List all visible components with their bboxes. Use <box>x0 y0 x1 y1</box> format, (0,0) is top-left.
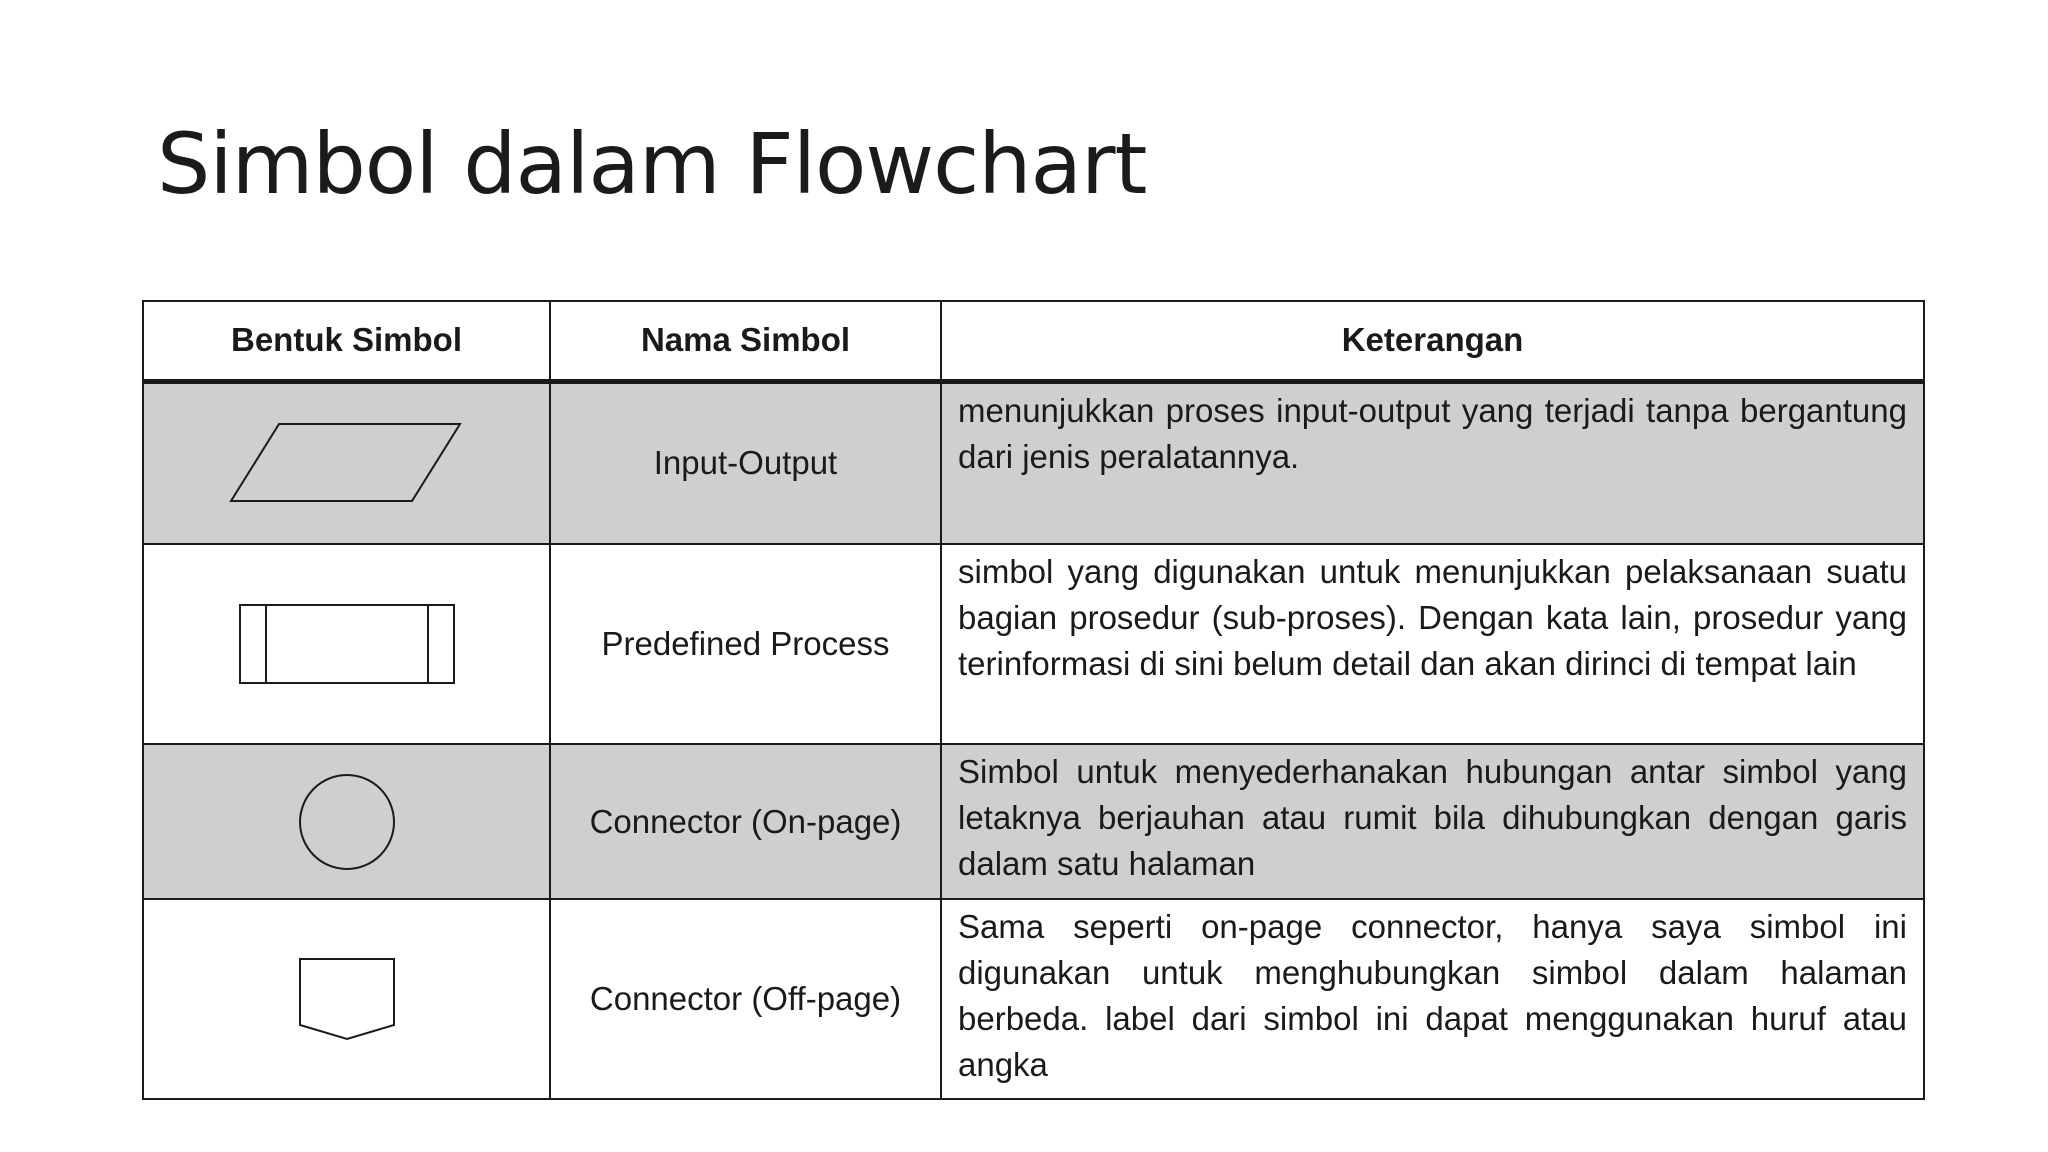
symbol-description: menunjukkan proses input-output yang terjadi tanpa bergantung dari jenis peralatannya. <box>941 381 1924 544</box>
parallelogram-icon <box>227 421 467 505</box>
flowchart-symbols-table <box>142 300 1925 1100</box>
table-row <box>143 744 1924 899</box>
symbol-name: Input-Output <box>550 381 941 544</box>
symbol-description: Sama seperti on-page connector, hanya saya simbol ini digunakan untuk menghubungkan simbol dalam halaman berbeda. label dari simbol ini dapat menggunakan huruf atau angka <box>941 899 1924 1099</box>
shape-cell <box>143 381 550 544</box>
symbol-name: Connector (On-page) <box>550 744 941 899</box>
column-header-description: Keterangan <box>941 301 1924 381</box>
column-header-name: Nama Simbol <box>550 301 941 381</box>
page-title: Simbol dalam Flowchart <box>157 115 1147 213</box>
table-header-row <box>143 301 1924 381</box>
shape-cell <box>143 544 550 744</box>
predefined-process-icon <box>238 603 456 685</box>
table-row <box>143 381 1924 544</box>
column-header-shape: Bentuk Simbol <box>143 301 550 381</box>
shape-cell <box>143 744 550 899</box>
symbol-name: Predefined Process <box>550 544 941 744</box>
off-page-connector-icon <box>298 957 396 1041</box>
symbol-description: Simbol untuk menyederhanakan hubungan antar simbol yang letaknya berjauhan atau rumit bila dihubungkan dengan garis dalam satu halaman <box>941 744 1924 899</box>
table-row <box>143 544 1924 744</box>
circle-connector-icon <box>297 772 397 872</box>
table-row <box>143 899 1924 1099</box>
symbol-description: simbol yang digunakan untuk menunjukkan pelaksanaan suatu bagian prosedur (sub-proses). Dengan kata lain, prosedur yang terinformasi di sini belum detail dan akan dirinci di tempat lain <box>941 544 1924 744</box>
shape-cell <box>143 899 550 1099</box>
symbol-name: Connector (Off-page) <box>550 899 941 1099</box>
